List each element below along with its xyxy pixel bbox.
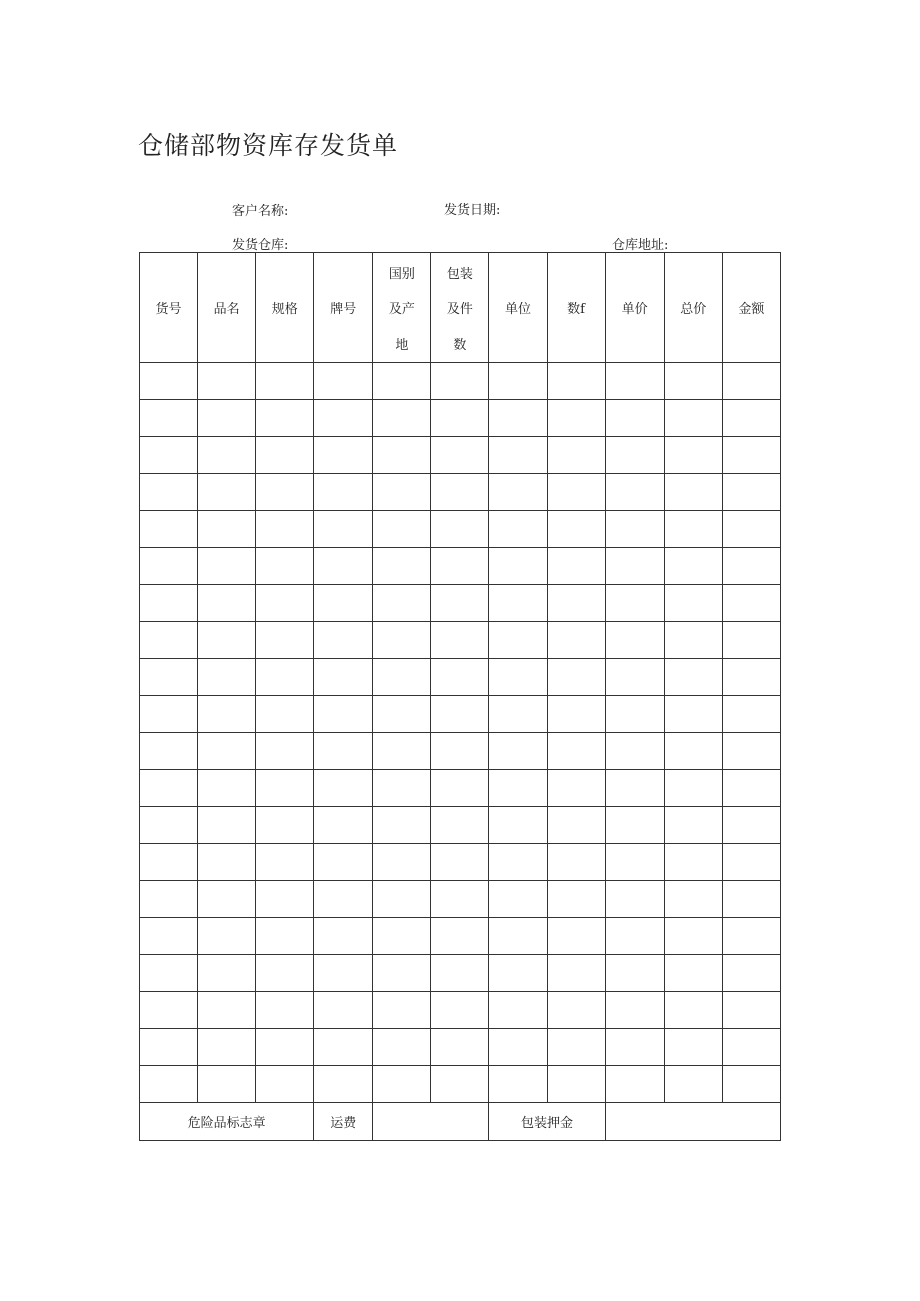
- table-cell[interactable]: [314, 696, 373, 733]
- table-cell[interactable]: [664, 511, 722, 548]
- table-row: [140, 474, 781, 511]
- table-cell[interactable]: [547, 770, 605, 807]
- freight-value-cell[interactable]: [373, 1103, 489, 1141]
- table-cell[interactable]: [547, 511, 605, 548]
- table-row: [140, 659, 781, 696]
- table-cell[interactable]: [373, 511, 431, 548]
- warehouse-address-label: 仓库地址:: [612, 238, 669, 253]
- table-cell[interactable]: [722, 585, 780, 622]
- table-row: [140, 437, 781, 474]
- table-cell[interactable]: [489, 955, 547, 992]
- table-cell[interactable]: [489, 437, 547, 474]
- table-cell[interactable]: [373, 363, 431, 400]
- table-cell[interactable]: [198, 1029, 256, 1066]
- table-cell[interactable]: [198, 437, 256, 474]
- table-cell[interactable]: [722, 844, 780, 881]
- table-cell[interactable]: [198, 918, 256, 955]
- table-cell[interactable]: [373, 400, 431, 437]
- table-cell[interactable]: [373, 474, 431, 511]
- table-cell[interactable]: [431, 992, 489, 1029]
- table-cell[interactable]: [664, 659, 722, 696]
- table-cell[interactable]: [198, 844, 256, 881]
- table-cell[interactable]: [373, 1066, 431, 1103]
- table-cell[interactable]: [140, 807, 198, 844]
- table-cell[interactable]: [431, 437, 489, 474]
- table-cell[interactable]: [431, 918, 489, 955]
- table-cell[interactable]: [431, 807, 489, 844]
- table-cell[interactable]: [605, 622, 664, 659]
- table-cell[interactable]: [664, 363, 722, 400]
- table-cell[interactable]: [314, 363, 373, 400]
- table-cell[interactable]: [140, 1066, 198, 1103]
- table-cell[interactable]: [547, 1029, 605, 1066]
- table-cell[interactable]: [664, 807, 722, 844]
- table-cell[interactable]: [605, 474, 664, 511]
- table-cell[interactable]: [722, 1066, 780, 1103]
- table-cell[interactable]: [140, 585, 198, 622]
- table-cell[interactable]: [431, 770, 489, 807]
- table-cell[interactable]: [314, 955, 373, 992]
- table-cell[interactable]: [256, 511, 314, 548]
- table-cell[interactable]: [431, 733, 489, 770]
- package-deposit-label: 包装押金: [489, 1103, 605, 1141]
- table-cell[interactable]: [431, 696, 489, 733]
- page-title: 仓储部物资库存发货单: [138, 131, 399, 160]
- table-cell[interactable]: [198, 511, 256, 548]
- table-cell[interactable]: [373, 881, 431, 918]
- table-cell[interactable]: [373, 844, 431, 881]
- table-cell[interactable]: [489, 363, 547, 400]
- table-cell[interactable]: [605, 955, 664, 992]
- table-cell[interactable]: [605, 992, 664, 1029]
- table-cell[interactable]: [547, 955, 605, 992]
- table-cell[interactable]: [198, 659, 256, 696]
- table-cell[interactable]: [722, 733, 780, 770]
- table-cell[interactable]: [664, 437, 722, 474]
- table-cell[interactable]: [722, 437, 780, 474]
- table-cell[interactable]: [198, 881, 256, 918]
- column-header: 牌号: [314, 253, 373, 363]
- table-cell[interactable]: [140, 918, 198, 955]
- table-cell[interactable]: [373, 622, 431, 659]
- table-cell[interactable]: [431, 844, 489, 881]
- column-header-line: 包装: [446, 266, 473, 282]
- table-cell[interactable]: [256, 992, 314, 1029]
- table-cell[interactable]: [314, 585, 373, 622]
- table-cell[interactable]: [547, 1066, 605, 1103]
- column-header: 规格: [256, 253, 314, 363]
- table-row: [140, 548, 781, 585]
- table-cell[interactable]: [140, 733, 198, 770]
- table-cell[interactable]: [489, 585, 547, 622]
- table-cell[interactable]: [373, 733, 431, 770]
- table-cell[interactable]: [664, 696, 722, 733]
- table-cell[interactable]: [431, 511, 489, 548]
- package-deposit-value-cell[interactable]: [605, 1103, 780, 1141]
- column-header-line: 地: [395, 337, 409, 353]
- table-cell[interactable]: [489, 733, 547, 770]
- table-cell[interactable]: [547, 733, 605, 770]
- table-cell[interactable]: [256, 585, 314, 622]
- table-cell[interactable]: [314, 881, 373, 918]
- table-cell[interactable]: [256, 1066, 314, 1103]
- table-cell[interactable]: [431, 1029, 489, 1066]
- table-cell[interactable]: [605, 511, 664, 548]
- table-row: [140, 1066, 781, 1103]
- table-header-row: [140, 253, 781, 363]
- table-cell[interactable]: [722, 511, 780, 548]
- table-cell[interactable]: [489, 918, 547, 955]
- ship-date-label: 发货日期:: [444, 203, 501, 218]
- table-cell[interactable]: [664, 955, 722, 992]
- table-row: [140, 511, 781, 548]
- column-header: 金额: [722, 253, 780, 363]
- table-cell[interactable]: [547, 363, 605, 400]
- table-cell[interactable]: [547, 807, 605, 844]
- table-cell[interactable]: [547, 881, 605, 918]
- table-cell[interactable]: [722, 807, 780, 844]
- table-row: [140, 844, 781, 881]
- table-cell[interactable]: [256, 733, 314, 770]
- table-cell[interactable]: [140, 696, 198, 733]
- table-cell[interactable]: [722, 1029, 780, 1066]
- table-cell[interactable]: [198, 770, 256, 807]
- table-cell[interactable]: [722, 548, 780, 585]
- table-cell[interactable]: [431, 585, 489, 622]
- table-footer-row: [140, 1103, 781, 1141]
- table-cell[interactable]: [722, 622, 780, 659]
- table-row: [140, 622, 781, 659]
- table-cell[interactable]: [664, 474, 722, 511]
- table-cell[interactable]: [664, 992, 722, 1029]
- table-cell[interactable]: [489, 659, 547, 696]
- table-cell[interactable]: [140, 1029, 198, 1066]
- table-cell[interactable]: [314, 622, 373, 659]
- table-cell[interactable]: [431, 474, 489, 511]
- table-cell[interactable]: [664, 400, 722, 437]
- table-row: [140, 1029, 781, 1066]
- table-cell[interactable]: [256, 844, 314, 881]
- table-cell[interactable]: [198, 955, 256, 992]
- table-cell[interactable]: [547, 659, 605, 696]
- table-cell[interactable]: [256, 770, 314, 807]
- table-cell[interactable]: [547, 622, 605, 659]
- table-cell[interactable]: [198, 363, 256, 400]
- table-cell[interactable]: [605, 437, 664, 474]
- table-cell[interactable]: [373, 696, 431, 733]
- table-cell[interactable]: [373, 770, 431, 807]
- table-cell[interactable]: [547, 696, 605, 733]
- table-cell[interactable]: [605, 918, 664, 955]
- table-cell[interactable]: [722, 696, 780, 733]
- table-cell[interactable]: [722, 881, 780, 918]
- table-cell[interactable]: [431, 400, 489, 437]
- table-cell[interactable]: [489, 511, 547, 548]
- column-header: 单位: [489, 253, 547, 363]
- column-header-line: 及件: [446, 302, 473, 317]
- table-cell[interactable]: [198, 1066, 256, 1103]
- table-row: [140, 881, 781, 918]
- table-cell[interactable]: [605, 585, 664, 622]
- table-cell[interactable]: [605, 548, 664, 585]
- table-cell[interactable]: [256, 881, 314, 918]
- table-cell[interactable]: [373, 585, 431, 622]
- table-cell[interactable]: [431, 1066, 489, 1103]
- table-cell[interactable]: [605, 844, 664, 881]
- table-row: [140, 696, 781, 733]
- table-cell[interactable]: [256, 622, 314, 659]
- column-header: 总价: [664, 253, 722, 363]
- table-cell[interactable]: [489, 844, 547, 881]
- table-cell[interactable]: [664, 622, 722, 659]
- table-cell[interactable]: [373, 437, 431, 474]
- table-cell[interactable]: [198, 807, 256, 844]
- table-cell[interactable]: [722, 659, 780, 696]
- table-cell[interactable]: [256, 437, 314, 474]
- table-cell[interactable]: [605, 1066, 664, 1103]
- table-cell[interactable]: [489, 696, 547, 733]
- table-row: [140, 992, 781, 1029]
- table-cell[interactable]: [314, 992, 373, 1029]
- table-cell[interactable]: [198, 548, 256, 585]
- table-cell[interactable]: [605, 770, 664, 807]
- table-cell[interactable]: [314, 548, 373, 585]
- table-cell[interactable]: [140, 881, 198, 918]
- column-header: [373, 253, 431, 363]
- column-header: 品名: [198, 253, 256, 363]
- table-cell[interactable]: [664, 585, 722, 622]
- table-cell[interactable]: [256, 1029, 314, 1066]
- table-cell[interactable]: [373, 955, 431, 992]
- table-cell[interactable]: [198, 733, 256, 770]
- table-cell[interactable]: [664, 733, 722, 770]
- table-cell[interactable]: [314, 437, 373, 474]
- table-cell[interactable]: [664, 1066, 722, 1103]
- table-cell[interactable]: [140, 622, 198, 659]
- column-header: 货号: [140, 253, 198, 363]
- table-cell[interactable]: [605, 733, 664, 770]
- table-cell[interactable]: [605, 807, 664, 844]
- table-cell[interactable]: [489, 1029, 547, 1066]
- table-cell[interactable]: [605, 363, 664, 400]
- column-header-line: 及产: [388, 302, 415, 317]
- table-cell[interactable]: [140, 363, 198, 400]
- table-cell[interactable]: [373, 659, 431, 696]
- table-cell[interactable]: [664, 548, 722, 585]
- table-cell[interactable]: [140, 474, 198, 511]
- table-cell[interactable]: [547, 585, 605, 622]
- table-cell[interactable]: [605, 1029, 664, 1066]
- table-cell[interactable]: [489, 992, 547, 1029]
- table-cell[interactable]: [256, 807, 314, 844]
- table-cell[interactable]: [314, 474, 373, 511]
- table-cell[interactable]: [140, 511, 198, 548]
- column-header: 单价: [605, 253, 664, 363]
- table-cell[interactable]: [722, 955, 780, 992]
- table-cell[interactable]: [314, 807, 373, 844]
- freight-label: 运费: [314, 1103, 373, 1141]
- table-cell[interactable]: [198, 400, 256, 437]
- table-cell[interactable]: [547, 437, 605, 474]
- table-cell[interactable]: [489, 622, 547, 659]
- table-cell[interactable]: [140, 437, 198, 474]
- table-cell[interactable]: [314, 770, 373, 807]
- table-cell[interactable]: [431, 363, 489, 400]
- table-cell[interactable]: [140, 770, 198, 807]
- table-cell[interactable]: [605, 696, 664, 733]
- table-cell[interactable]: [431, 622, 489, 659]
- table-cell[interactable]: [664, 918, 722, 955]
- table-cell[interactable]: [256, 400, 314, 437]
- table-cell[interactable]: [256, 918, 314, 955]
- table-cell[interactable]: [547, 844, 605, 881]
- table-cell[interactable]: [198, 474, 256, 511]
- table-cell[interactable]: [314, 844, 373, 881]
- customer-name-label: 客户名称:: [232, 204, 289, 219]
- table-cell[interactable]: [722, 474, 780, 511]
- table-cell[interactable]: [664, 1029, 722, 1066]
- table-cell[interactable]: [314, 511, 373, 548]
- table-cell[interactable]: [140, 992, 198, 1029]
- table-cell[interactable]: [431, 659, 489, 696]
- table-cell[interactable]: [489, 400, 547, 437]
- table-cell[interactable]: [198, 585, 256, 622]
- hazard-stamp-label: 危险品标志章: [140, 1103, 314, 1141]
- table-cell[interactable]: [314, 400, 373, 437]
- column-header: [431, 253, 489, 363]
- table-cell[interactable]: [256, 659, 314, 696]
- table-cell[interactable]: [489, 807, 547, 844]
- table-cell[interactable]: [489, 548, 547, 585]
- table-cell[interactable]: [140, 955, 198, 992]
- table-cell[interactable]: [722, 918, 780, 955]
- table-cell[interactable]: [722, 400, 780, 437]
- table-cell[interactable]: [256, 548, 314, 585]
- table-row: [140, 955, 781, 992]
- table-row: [140, 770, 781, 807]
- table-cell[interactable]: [431, 955, 489, 992]
- table-row: [140, 585, 781, 622]
- table-cell[interactable]: [489, 881, 547, 918]
- table-cell[interactable]: [140, 844, 198, 881]
- table-cell[interactable]: [605, 659, 664, 696]
- table-cell[interactable]: [722, 992, 780, 1029]
- table-cell[interactable]: [198, 992, 256, 1029]
- table-cell[interactable]: [314, 733, 373, 770]
- table-row: [140, 400, 781, 437]
- table-cell[interactable]: [431, 548, 489, 585]
- table-cell[interactable]: [314, 1029, 373, 1066]
- table-cell[interactable]: [314, 1066, 373, 1103]
- table-cell[interactable]: [664, 844, 722, 881]
- table-cell[interactable]: [605, 881, 664, 918]
- table-cell[interactable]: [140, 548, 198, 585]
- table-cell[interactable]: [373, 1029, 431, 1066]
- table-cell[interactable]: [140, 400, 198, 437]
- table-cell[interactable]: [489, 1066, 547, 1103]
- column-header: 数f: [547, 253, 605, 363]
- table-cell[interactable]: [373, 807, 431, 844]
- table-cell[interactable]: [256, 363, 314, 400]
- table-cell[interactable]: [489, 474, 547, 511]
- table-row: [140, 363, 781, 400]
- table-row: [140, 918, 781, 955]
- table-cell[interactable]: [314, 659, 373, 696]
- table-cell[interactable]: [256, 474, 314, 511]
- ship-warehouse-label: 发货仓库:: [232, 238, 289, 253]
- table-cell[interactable]: [373, 548, 431, 585]
- table-cell[interactable]: [314, 918, 373, 955]
- table-cell[interactable]: [722, 770, 780, 807]
- table-cell[interactable]: [373, 918, 431, 955]
- table-cell[interactable]: [256, 696, 314, 733]
- table-cell[interactable]: [198, 622, 256, 659]
- shipping-table: [139, 252, 781, 1141]
- table-cell[interactable]: [547, 992, 605, 1029]
- table-cell[interactable]: [140, 659, 198, 696]
- table-cell[interactable]: [605, 400, 664, 437]
- table-cell[interactable]: [664, 770, 722, 807]
- table-cell[interactable]: [547, 400, 605, 437]
- table-row: [140, 807, 781, 844]
- table-cell[interactable]: [198, 696, 256, 733]
- table-row: [140, 733, 781, 770]
- table-cell[interactable]: [722, 363, 780, 400]
- table-cell[interactable]: [547, 918, 605, 955]
- table-cell[interactable]: [256, 955, 314, 992]
- table-cell[interactable]: [431, 881, 489, 918]
- table-cell[interactable]: [489, 770, 547, 807]
- table-cell[interactable]: [373, 992, 431, 1029]
- table-cell[interactable]: [664, 881, 722, 918]
- column-header-line: 国别: [388, 266, 415, 282]
- table-cell[interactable]: [547, 548, 605, 585]
- column-header-line: 数: [453, 337, 467, 353]
- table-cell[interactable]: [547, 474, 605, 511]
